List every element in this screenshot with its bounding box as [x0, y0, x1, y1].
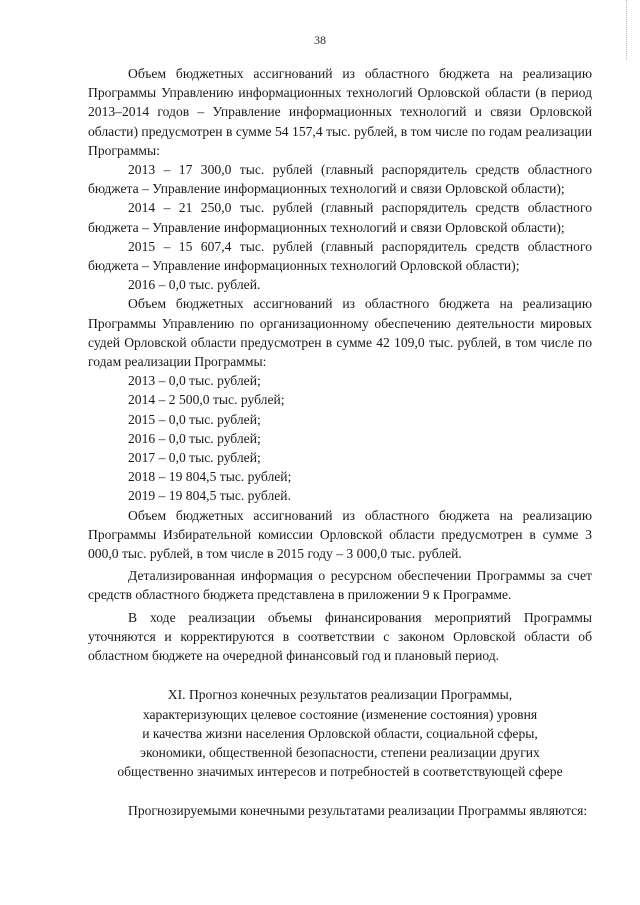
judges-budget-years-list — [88, 371, 592, 505]
paragraph-expected-results: Прогнозируемыми конечными результатами реализации Программы являются: — [128, 803, 588, 819]
list-item: 2014 – 2 500,0 тыс. рублей; — [128, 392, 285, 408]
section-heading-line: XI. Прогноз конечных результатов реализации Программы, — [167, 687, 513, 703]
list-item: 2016 – 0,0 тыс. рублей; — [128, 430, 261, 446]
section-heading-line: экономики, общественной безопасности, степени реализации других — [140, 744, 540, 760]
scan-edge-mark — [626, 0, 628, 60]
list-item: 2019 – 19 804,5 тыс. рублей. — [128, 488, 291, 504]
page-number: 38 — [314, 33, 326, 47]
paragraph-judges-budget: Объем бюджетных ассигнований из областного бюджета на реализацию Программы Управлению по организационному обеспечению деятельности мировых судей Орловской области предусмотрен в сумме 42 109,0 тыс. рублей, в том числе по годам реализации Программы: — [88, 296, 592, 370]
section-heading-line: характеризующих целевое состояние (изменение состояния) уровня — [142, 706, 538, 722]
list-item: 2013 – 0,0 тыс. рублей; — [128, 373, 261, 389]
list-item: 2018 – 19 804,5 тыс. рублей; — [128, 469, 292, 485]
budget-year-2016-it: 2016 – 0,0 тыс. рублей. — [128, 277, 261, 293]
paragraph-financing-adjustment: В ходе реализации объемы финансирования мероприятий Программы уточняются и корректируются в соответствии с законом Орловской области об областном бюджете на очередной финансовый год и плановый период. — [88, 609, 592, 664]
section-heading-line: и качества жизни населения Орловской области, социальной сферы, — [142, 725, 538, 741]
budget-year-2015-it: 2015 – 15 607,4 тыс. рублей (главный распорядитель средств областного бюджета – Управление информационных технологий Орловской области); — [88, 238, 592, 274]
paragraph-it-budget: Объем бюджетных ассигнований из областного бюджета на реализацию Программы Управлению информационных технологий Орловской области (в период 2013–2014 годов – Управление информационных технологий и связи Орловской области) предусмотрен в сумме 54 157,4 тыс. рублей, в том числе по годам реализации Программы: — [88, 66, 592, 158]
budget-year-2014-it: 2014 – 21 250,0 тыс. рублей (главный распорядитель средств областного бюджета – Управление информационных технологий и связи Орловской области); — [88, 200, 592, 235]
list-item: 2017 – 0,0 тыс. рублей; — [128, 450, 261, 466]
paragraph-detailed-info: Детализированная информация о ресурсном обеспечении Программы за счет средств областного бюджета представлена в приложении 9 к Программе. — [88, 568, 592, 603]
list-item: 2015 – 0,0 тыс. рублей; — [128, 411, 261, 427]
page-content — [88, 64, 592, 821]
budget-year-2013-it: 2013 – 17 300,0 тыс. рублей (главный распорядитель средств областного бюджета – Управление информационных технологий и связи Орловской области); — [88, 162, 592, 197]
section-heading-line: общественно значимых интересов и потребностей в соответствующей сфере — [117, 764, 563, 780]
paragraph-election-commission-budget: Объем бюджетных ассигнований из областного бюджета на реализацию Программы Избирательной комиссии Орловской области предусмотрен в сумме 3 000,0 тыс. рублей, в том числе в 2015 году – 3 000,0 тыс. рублей. — [88, 507, 592, 562]
section-heading — [88, 685, 592, 781]
